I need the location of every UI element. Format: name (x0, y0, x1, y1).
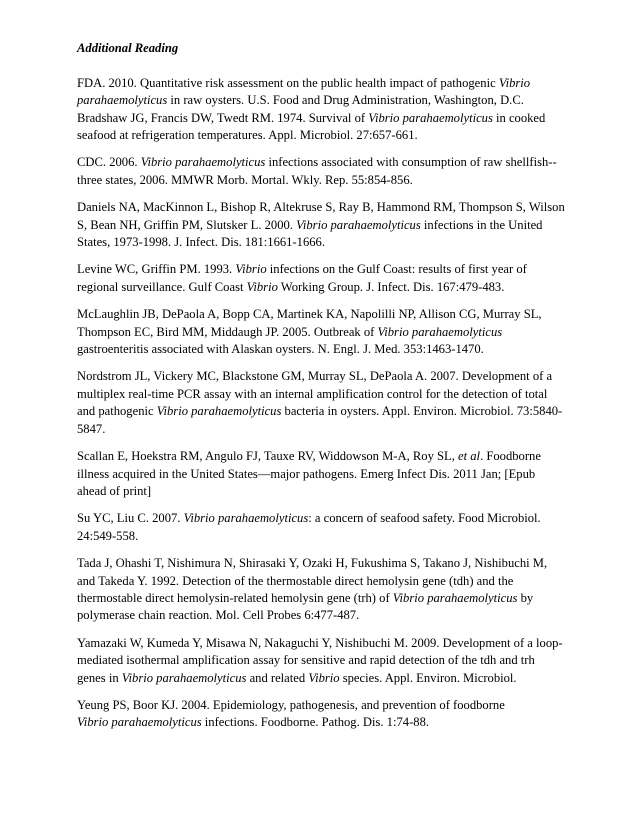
reference-entry (77, 261, 565, 296)
reference-text: McLaughlin JB, DePaola A, Bopp CA, Martinek KA, Napolilli NP, Allison CG, Murray SL, Thompson EC, Bird MM, Middaugh JP. 2005. Outbreak of (77, 307, 542, 339)
reference-text: Working Group. J. Infect. Dis. 167:479-483. (277, 279, 505, 294)
reference-text: gastroenteritis associated with Alaskan oysters. N. Engl. J. Med. 353:1463-1470. (77, 342, 484, 357)
reference-text: Yamazaki W, Kumeda Y, Misawa N, Nakaguchi Y, Nishibuchi M. 2009. Development of a loop-mediated isothermal amplification assay for sensitive and rapid detection of the tdh and trh genes in (77, 635, 563, 685)
section-heading: Additional Reading (77, 41, 179, 55)
reference-entry (77, 75, 565, 145)
reference-text: FDA. 2010. Quantitative risk assessment on the public health impact of pathogenic (77, 75, 499, 90)
reference-text: Yeung PS, Boor KJ. 2004. Epidemiology, pathogenesis, and prevention of foodborne (77, 697, 505, 712)
reference-text: by polymerase chain reaction. Mol. Cell Probes 6:477-487. (77, 590, 534, 623)
reference-text: species. Appl. Environ. Microbiol. (339, 670, 517, 685)
italic-term: Vibrio parahaemolyticus (77, 715, 202, 730)
italic-term: Vibrio (308, 670, 340, 685)
italic-term: Vibrio (246, 279, 278, 294)
reference-entry (77, 368, 565, 438)
reference-entry (77, 510, 565, 545)
italic-term: Vibrio parahaemolyticus (377, 324, 503, 339)
reference-entry (77, 306, 565, 358)
reference-entry (77, 448, 565, 500)
reference-text: infections on the Gulf Coast: results of first year of regional surveillance. Gulf Coast (77, 262, 527, 294)
italic-term: Vibrio parahaemolyticus (77, 75, 531, 108)
reference-entry (77, 199, 565, 251)
reference-text: Levine WC, Griffin PM. 1993. (77, 262, 236, 277)
reference-entry (77, 154, 565, 189)
reference-entry (77, 697, 565, 732)
reference-text: in raw oysters. U.S. Food and Drug Administration, Washington, D.C. Bradshaw JG, Francis DW, Twedt RM. 1974. Survival of (77, 93, 524, 125)
reference-text: in cooked seafood at refrigeration temperatures. Appl. Microbiol. 27:657-661. (77, 110, 546, 143)
reference-text: Scallan E, Hoekstra RM, Angulo FJ, Tauxe RV, Widdowson M-A, Roy SL, (77, 449, 459, 464)
reference-text: . Foodborne illness acquired in the United States—major pathogens. Emerg Infect Dis. 2011 Jan; [Epub ahead of print] (77, 449, 541, 498)
italic-term: Vibrio parahaemolyticus (156, 404, 282, 419)
document-page (77, 40, 565, 742)
reference-text: Nordstrom JL, Vickery MC, Blackstone GM, Murray SL, DePaola A. 2007. Development of a multiplex real-time PCR assay with an internal amplification control for the detection of total and pathogenic (77, 369, 553, 419)
reference-text: infections in the United States, 1973-1998. J. Infect. Dis. 181:1661-1666. (77, 217, 543, 250)
italic-term: Vibrio parahaemolyticus (296, 217, 421, 232)
reference-text: Daniels NA, MacKinnon L, Bishop R, Altekruse S, Ray B, Hammond RM, Thompson S, Wilson S, Bean NH, Griffin PM, Slutsker L. 2000. (77, 200, 565, 232)
italic-term: et al (458, 449, 481, 464)
italic-term: Vibrio (235, 262, 267, 277)
reference-text: Su YC, Liu C. 2007. (77, 511, 184, 526)
italic-term: Vibrio parahaemolyticus (183, 511, 309, 526)
reference-text: CDC. 2006. (77, 155, 141, 170)
italic-term: Vibrio parahaemolyticus (140, 155, 266, 170)
reference-text: and related (246, 670, 309, 685)
italic-term: Vibrio parahaemolyticus (121, 670, 247, 685)
italic-term: Vibrio parahaemolyticus (368, 110, 493, 125)
reference-text: : a concern of seafood safety. Food Microbiol. 24:549-558. (77, 511, 541, 543)
reference-text: bacteria in oysters. Appl. Environ. Microbiol. 73:5840-5847. (77, 404, 563, 436)
italic-term: Vibrio parahaemolyticus (392, 590, 518, 605)
reference-entry (77, 635, 565, 687)
reference-entry (77, 555, 565, 625)
reference-text: Tada J, Ohashi T, Nishimura N, Shirasaki Y, Ozaki H, Fukushima S, Takano J, Nishibuchi M, and Takeda Y. 1992. Detection of the thermostable direct hemolysin gene (tdh) and the thermostable direct hemolysin-related hemolysin gene (trh) of (77, 556, 548, 605)
reference-list (77, 75, 565, 732)
reference-text: infections associated with consumption of raw shellfish--three states, 2006. MMWR Morb. Mortal. Wkly. Rep. 55:854-856. (77, 155, 557, 187)
reference-text: infections. Foodborne. Pathog. Dis. 1:74-88. (201, 715, 430, 730)
